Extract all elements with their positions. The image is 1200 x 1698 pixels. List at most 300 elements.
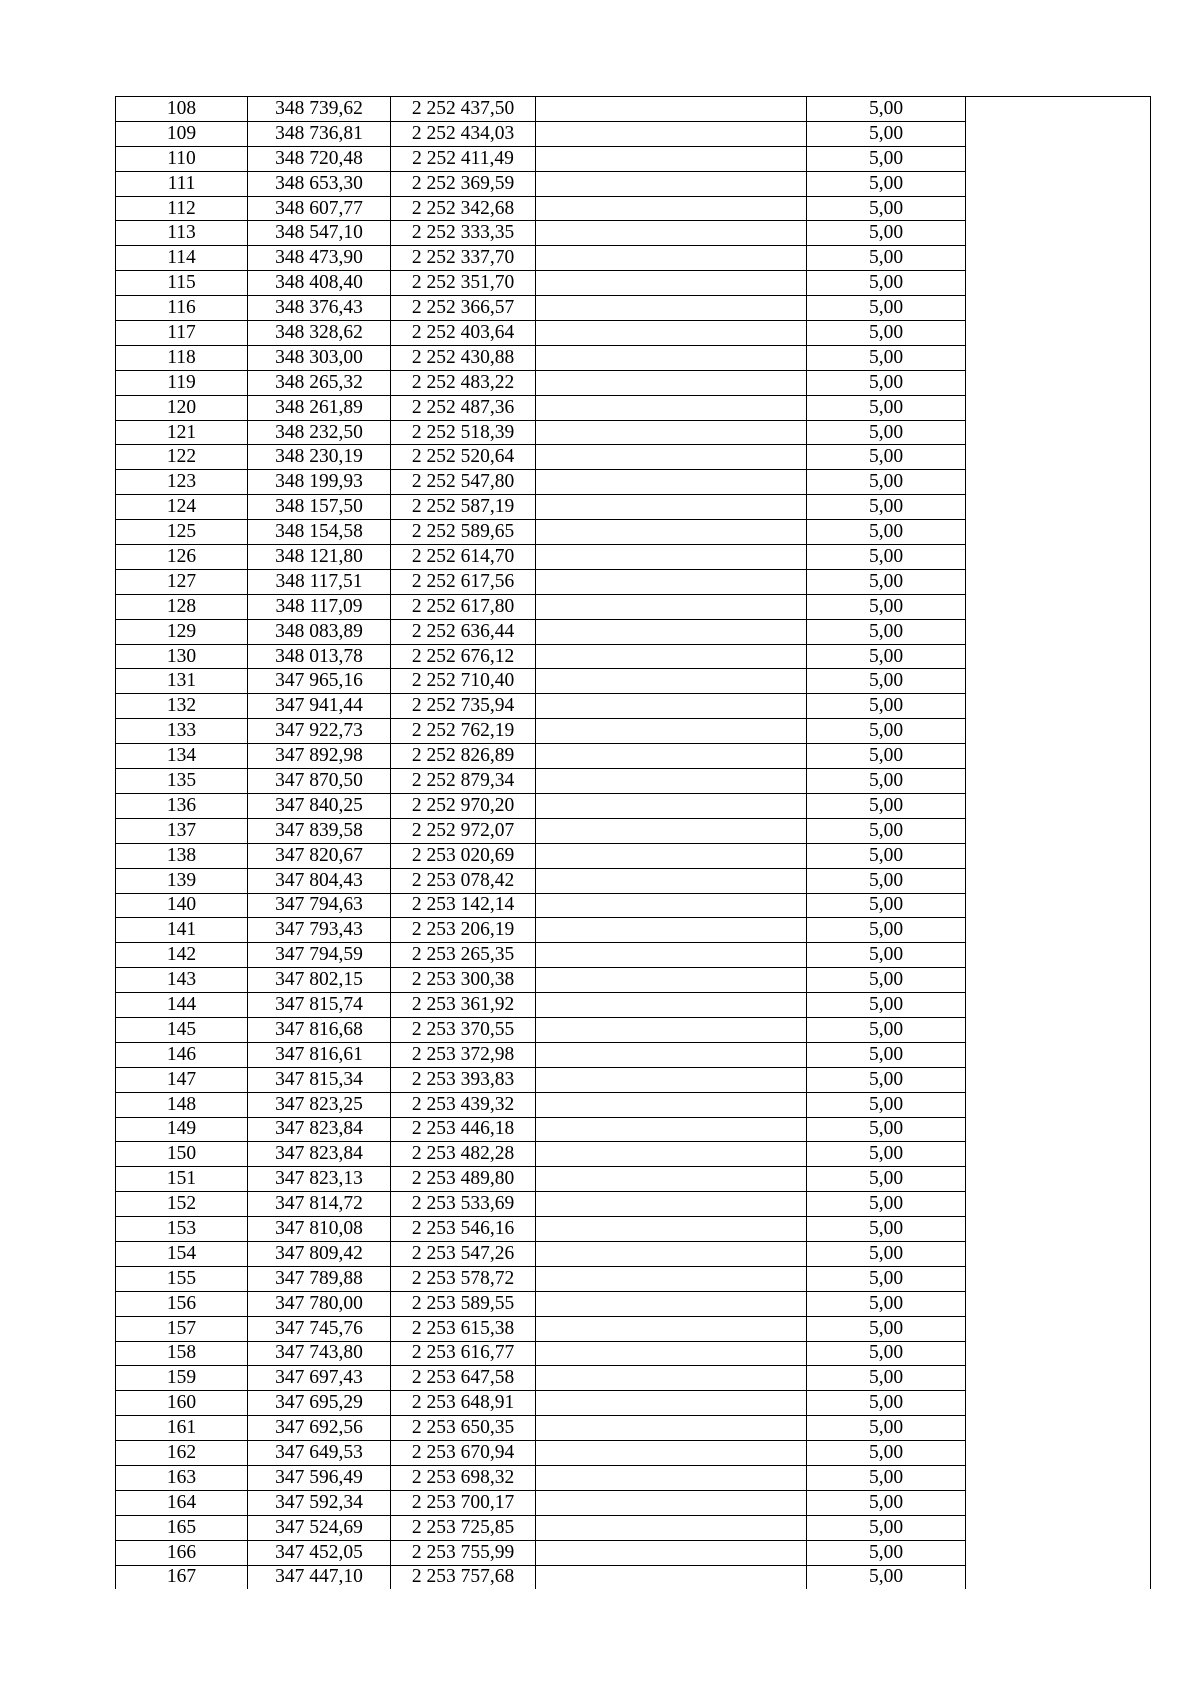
table-row bbox=[116, 1167, 1151, 1192]
x-coordinate-cell: 348 607,77 bbox=[248, 196, 391, 221]
x-coordinate-cell: 347 810,08 bbox=[248, 1217, 391, 1242]
value-cell: 5,00 bbox=[807, 918, 966, 943]
y-coordinate-cell: 2 253 265,35 bbox=[391, 943, 536, 968]
empty-cell bbox=[536, 818, 807, 843]
y-coordinate-cell: 2 253 755,99 bbox=[391, 1540, 536, 1565]
value-cell: 5,00 bbox=[807, 1042, 966, 1067]
point-number-cell: 145 bbox=[116, 1017, 248, 1042]
point-number-cell: 163 bbox=[116, 1465, 248, 1490]
table-row bbox=[116, 1092, 1151, 1117]
table-row bbox=[116, 1416, 1151, 1441]
empty-cell bbox=[966, 1142, 1151, 1167]
empty-cell bbox=[536, 1316, 807, 1341]
table-row bbox=[116, 1192, 1151, 1217]
point-number-cell: 116 bbox=[116, 296, 248, 321]
y-coordinate-cell: 2 252 351,70 bbox=[391, 271, 536, 296]
point-number-cell: 129 bbox=[116, 619, 248, 644]
point-number-cell: 126 bbox=[116, 545, 248, 570]
x-coordinate-cell: 348 117,51 bbox=[248, 569, 391, 594]
y-coordinate-cell: 2 252 369,59 bbox=[391, 171, 536, 196]
y-coordinate-cell: 2 253 533,69 bbox=[391, 1192, 536, 1217]
x-coordinate-cell: 347 814,72 bbox=[248, 1192, 391, 1217]
table-row bbox=[116, 719, 1151, 744]
table-row bbox=[116, 271, 1151, 296]
empty-cell bbox=[536, 1366, 807, 1391]
empty-cell bbox=[536, 669, 807, 694]
empty-cell bbox=[966, 943, 1151, 968]
x-coordinate-cell: 348 232,50 bbox=[248, 420, 391, 445]
empty-cell bbox=[536, 993, 807, 1018]
y-coordinate-cell: 2 252 970,20 bbox=[391, 793, 536, 818]
x-coordinate-cell: 347 794,59 bbox=[248, 943, 391, 968]
y-coordinate-cell: 2 252 710,40 bbox=[391, 669, 536, 694]
table-row bbox=[116, 1441, 1151, 1466]
empty-cell bbox=[536, 271, 807, 296]
x-coordinate-cell: 348 376,43 bbox=[248, 296, 391, 321]
value-cell: 5,00 bbox=[807, 868, 966, 893]
empty-cell bbox=[966, 97, 1151, 122]
value-cell: 5,00 bbox=[807, 420, 966, 445]
value-cell: 5,00 bbox=[807, 1291, 966, 1316]
point-number-cell: 148 bbox=[116, 1092, 248, 1117]
x-coordinate-cell: 347 793,43 bbox=[248, 918, 391, 943]
empty-cell bbox=[966, 395, 1151, 420]
table-row bbox=[116, 321, 1151, 346]
x-coordinate-cell: 347 780,00 bbox=[248, 1291, 391, 1316]
point-number-cell: 118 bbox=[116, 345, 248, 370]
x-coordinate-cell: 348 261,89 bbox=[248, 395, 391, 420]
empty-cell bbox=[966, 1241, 1151, 1266]
empty-cell bbox=[966, 1192, 1151, 1217]
y-coordinate-cell: 2 252 342,68 bbox=[391, 196, 536, 221]
value-cell: 5,00 bbox=[807, 196, 966, 221]
value-cell: 5,00 bbox=[807, 470, 966, 495]
empty-cell bbox=[536, 619, 807, 644]
point-number-cell: 156 bbox=[116, 1291, 248, 1316]
x-coordinate-cell: 347 816,68 bbox=[248, 1017, 391, 1042]
value-cell: 5,00 bbox=[807, 1316, 966, 1341]
empty-cell bbox=[536, 321, 807, 346]
x-coordinate-cell: 348 328,62 bbox=[248, 321, 391, 346]
empty-cell bbox=[966, 345, 1151, 370]
value-cell: 5,00 bbox=[807, 321, 966, 346]
point-number-cell: 112 bbox=[116, 196, 248, 221]
empty-cell bbox=[536, 246, 807, 271]
table-row bbox=[116, 1316, 1151, 1341]
table-row bbox=[116, 893, 1151, 918]
empty-cell bbox=[966, 1217, 1151, 1242]
table-row bbox=[116, 1142, 1151, 1167]
y-coordinate-cell: 2 253 647,58 bbox=[391, 1366, 536, 1391]
value-cell: 5,00 bbox=[807, 669, 966, 694]
y-coordinate-cell: 2 253 370,55 bbox=[391, 1017, 536, 1042]
empty-cell bbox=[966, 1266, 1151, 1291]
y-coordinate-cell: 2 252 333,35 bbox=[391, 221, 536, 246]
x-coordinate-cell: 347 745,76 bbox=[248, 1316, 391, 1341]
empty-cell bbox=[966, 1092, 1151, 1117]
empty-cell bbox=[966, 893, 1151, 918]
x-coordinate-cell: 347 820,67 bbox=[248, 843, 391, 868]
empty-cell bbox=[966, 1366, 1151, 1391]
y-coordinate-cell: 2 252 520,64 bbox=[391, 445, 536, 470]
empty-cell bbox=[536, 644, 807, 669]
empty-cell bbox=[536, 1192, 807, 1217]
x-coordinate-cell: 348 199,93 bbox=[248, 470, 391, 495]
empty-cell bbox=[966, 1316, 1151, 1341]
x-coordinate-cell: 347 892,98 bbox=[248, 744, 391, 769]
point-number-cell: 135 bbox=[116, 769, 248, 794]
table-row bbox=[116, 395, 1151, 420]
empty-cell bbox=[966, 993, 1151, 1018]
y-coordinate-cell: 2 253 439,32 bbox=[391, 1092, 536, 1117]
point-number-cell: 140 bbox=[116, 893, 248, 918]
y-coordinate-cell: 2 252 617,56 bbox=[391, 569, 536, 594]
x-coordinate-cell: 347 815,74 bbox=[248, 993, 391, 1018]
x-coordinate-cell: 348 083,89 bbox=[248, 619, 391, 644]
x-coordinate-cell: 348 013,78 bbox=[248, 644, 391, 669]
value-cell: 5,00 bbox=[807, 445, 966, 470]
point-number-cell: 120 bbox=[116, 395, 248, 420]
point-number-cell: 154 bbox=[116, 1241, 248, 1266]
x-coordinate-cell: 347 695,29 bbox=[248, 1391, 391, 1416]
x-coordinate-cell: 348 157,50 bbox=[248, 495, 391, 520]
table-row bbox=[116, 694, 1151, 719]
value-cell: 5,00 bbox=[807, 1142, 966, 1167]
table-row bbox=[116, 171, 1151, 196]
value-cell: 5,00 bbox=[807, 694, 966, 719]
empty-cell bbox=[536, 395, 807, 420]
empty-cell bbox=[536, 97, 807, 122]
point-number-cell: 122 bbox=[116, 445, 248, 470]
point-number-cell: 114 bbox=[116, 246, 248, 271]
table-row bbox=[116, 993, 1151, 1018]
table-row bbox=[116, 97, 1151, 122]
point-number-cell: 146 bbox=[116, 1042, 248, 1067]
y-coordinate-cell: 2 252 826,89 bbox=[391, 744, 536, 769]
value-cell: 5,00 bbox=[807, 1391, 966, 1416]
x-coordinate-cell: 347 870,50 bbox=[248, 769, 391, 794]
empty-cell bbox=[536, 1017, 807, 1042]
value-cell: 5,00 bbox=[807, 1540, 966, 1565]
point-number-cell: 111 bbox=[116, 171, 248, 196]
y-coordinate-cell: 2 253 698,32 bbox=[391, 1465, 536, 1490]
empty-cell bbox=[536, 769, 807, 794]
x-coordinate-cell: 348 230,19 bbox=[248, 445, 391, 470]
empty-cell bbox=[536, 719, 807, 744]
value-cell: 5,00 bbox=[807, 1067, 966, 1092]
table-row bbox=[116, 370, 1151, 395]
empty-cell bbox=[536, 594, 807, 619]
table-row bbox=[116, 121, 1151, 146]
y-coordinate-cell: 2 252 676,12 bbox=[391, 644, 536, 669]
coordinates-table bbox=[115, 96, 1151, 1589]
empty-cell bbox=[536, 296, 807, 321]
y-coordinate-cell: 2 253 547,26 bbox=[391, 1241, 536, 1266]
y-coordinate-cell: 2 252 617,80 bbox=[391, 594, 536, 619]
table-row bbox=[116, 644, 1151, 669]
empty-cell bbox=[966, 968, 1151, 993]
empty-cell bbox=[966, 1017, 1151, 1042]
point-number-cell: 165 bbox=[116, 1515, 248, 1540]
value-cell: 5,00 bbox=[807, 370, 966, 395]
empty-cell bbox=[966, 246, 1151, 271]
table-row bbox=[116, 221, 1151, 246]
y-coordinate-cell: 2 253 670,94 bbox=[391, 1441, 536, 1466]
x-coordinate-cell: 347 447,10 bbox=[248, 1565, 391, 1589]
table-row bbox=[116, 769, 1151, 794]
y-coordinate-cell: 2 253 206,19 bbox=[391, 918, 536, 943]
empty-cell bbox=[966, 321, 1151, 346]
empty-cell bbox=[536, 843, 807, 868]
value-cell: 5,00 bbox=[807, 893, 966, 918]
table-row bbox=[116, 196, 1151, 221]
value-cell: 5,00 bbox=[807, 1241, 966, 1266]
empty-cell bbox=[536, 520, 807, 545]
table-row bbox=[116, 1490, 1151, 1515]
empty-cell bbox=[966, 1117, 1151, 1142]
x-coordinate-cell: 347 592,34 bbox=[248, 1490, 391, 1515]
value-cell: 5,00 bbox=[807, 769, 966, 794]
value-cell: 5,00 bbox=[807, 719, 966, 744]
value-cell: 5,00 bbox=[807, 1017, 966, 1042]
value-cell: 5,00 bbox=[807, 1217, 966, 1242]
y-coordinate-cell: 2 252 437,50 bbox=[391, 97, 536, 122]
value-cell: 5,00 bbox=[807, 271, 966, 296]
point-number-cell: 143 bbox=[116, 968, 248, 993]
empty-cell bbox=[536, 1540, 807, 1565]
point-number-cell: 139 bbox=[116, 868, 248, 893]
empty-cell bbox=[536, 1117, 807, 1142]
table-row bbox=[116, 793, 1151, 818]
table-row bbox=[116, 420, 1151, 445]
point-number-cell: 153 bbox=[116, 1217, 248, 1242]
empty-cell bbox=[966, 1042, 1151, 1067]
table-row bbox=[116, 1540, 1151, 1565]
empty-cell bbox=[966, 1515, 1151, 1540]
value-cell: 5,00 bbox=[807, 569, 966, 594]
empty-cell bbox=[966, 420, 1151, 445]
point-number-cell: 151 bbox=[116, 1167, 248, 1192]
y-coordinate-cell: 2 252 434,03 bbox=[391, 121, 536, 146]
empty-cell bbox=[966, 1540, 1151, 1565]
value-cell: 5,00 bbox=[807, 495, 966, 520]
empty-cell bbox=[536, 1515, 807, 1540]
point-number-cell: 138 bbox=[116, 843, 248, 868]
value-cell: 5,00 bbox=[807, 1266, 966, 1291]
table-row bbox=[116, 146, 1151, 171]
empty-cell bbox=[966, 296, 1151, 321]
empty-cell bbox=[536, 1465, 807, 1490]
table-row bbox=[116, 1067, 1151, 1092]
y-coordinate-cell: 2 253 020,69 bbox=[391, 843, 536, 868]
empty-cell bbox=[966, 694, 1151, 719]
x-coordinate-cell: 347 804,43 bbox=[248, 868, 391, 893]
value-cell: 5,00 bbox=[807, 1167, 966, 1192]
y-coordinate-cell: 2 253 589,55 bbox=[391, 1291, 536, 1316]
point-number-cell: 132 bbox=[116, 694, 248, 719]
value-cell: 5,00 bbox=[807, 1341, 966, 1366]
table-row bbox=[116, 1465, 1151, 1490]
empty-cell bbox=[966, 1490, 1151, 1515]
point-number-cell: 130 bbox=[116, 644, 248, 669]
x-coordinate-cell: 347 802,15 bbox=[248, 968, 391, 993]
table-row bbox=[116, 968, 1151, 993]
y-coordinate-cell: 2 253 615,38 bbox=[391, 1316, 536, 1341]
x-coordinate-cell: 347 823,84 bbox=[248, 1117, 391, 1142]
empty-cell bbox=[966, 1067, 1151, 1092]
table-row bbox=[116, 1266, 1151, 1291]
table-row bbox=[116, 868, 1151, 893]
x-coordinate-cell: 348 265,32 bbox=[248, 370, 391, 395]
x-coordinate-cell: 348 720,48 bbox=[248, 146, 391, 171]
point-number-cell: 125 bbox=[116, 520, 248, 545]
point-number-cell: 162 bbox=[116, 1441, 248, 1466]
empty-cell bbox=[536, 121, 807, 146]
empty-cell bbox=[966, 1416, 1151, 1441]
x-coordinate-cell: 347 809,42 bbox=[248, 1241, 391, 1266]
x-coordinate-cell: 347 596,49 bbox=[248, 1465, 391, 1490]
x-coordinate-cell: 348 117,09 bbox=[248, 594, 391, 619]
x-coordinate-cell: 347 789,88 bbox=[248, 1266, 391, 1291]
x-coordinate-cell: 347 840,25 bbox=[248, 793, 391, 818]
table-row bbox=[116, 495, 1151, 520]
point-number-cell: 127 bbox=[116, 569, 248, 594]
value-cell: 5,00 bbox=[807, 146, 966, 171]
empty-cell bbox=[536, 1266, 807, 1291]
empty-cell bbox=[966, 121, 1151, 146]
y-coordinate-cell: 2 253 700,17 bbox=[391, 1490, 536, 1515]
value-cell: 5,00 bbox=[807, 594, 966, 619]
value-cell: 5,00 bbox=[807, 545, 966, 570]
y-coordinate-cell: 2 253 078,42 bbox=[391, 868, 536, 893]
y-coordinate-cell: 2 253 393,83 bbox=[391, 1067, 536, 1092]
table-row bbox=[116, 569, 1151, 594]
empty-cell bbox=[966, 470, 1151, 495]
point-number-cell: 152 bbox=[116, 1192, 248, 1217]
y-coordinate-cell: 2 253 616,77 bbox=[391, 1341, 536, 1366]
empty-cell bbox=[536, 744, 807, 769]
value-cell: 5,00 bbox=[807, 818, 966, 843]
empty-cell bbox=[536, 943, 807, 968]
empty-cell bbox=[536, 221, 807, 246]
value-cell: 5,00 bbox=[807, 1117, 966, 1142]
coordinates-table-body bbox=[116, 97, 1151, 1590]
y-coordinate-cell: 2 253 489,80 bbox=[391, 1167, 536, 1192]
table-row bbox=[116, 1117, 1151, 1142]
value-cell: 5,00 bbox=[807, 1441, 966, 1466]
empty-cell bbox=[966, 868, 1151, 893]
value-cell: 5,00 bbox=[807, 1192, 966, 1217]
point-number-cell: 124 bbox=[116, 495, 248, 520]
point-number-cell: 110 bbox=[116, 146, 248, 171]
value-cell: 5,00 bbox=[807, 1515, 966, 1540]
point-number-cell: 149 bbox=[116, 1117, 248, 1142]
empty-cell bbox=[536, 495, 807, 520]
y-coordinate-cell: 2 252 614,70 bbox=[391, 545, 536, 570]
table-row bbox=[116, 918, 1151, 943]
x-coordinate-cell: 348 547,10 bbox=[248, 221, 391, 246]
empty-cell bbox=[536, 893, 807, 918]
y-coordinate-cell: 2 253 361,92 bbox=[391, 993, 536, 1018]
x-coordinate-cell: 347 815,34 bbox=[248, 1067, 391, 1092]
point-number-cell: 133 bbox=[116, 719, 248, 744]
table-row bbox=[116, 594, 1151, 619]
empty-cell bbox=[966, 1291, 1151, 1316]
value-cell: 5,00 bbox=[807, 97, 966, 122]
empty-cell bbox=[966, 445, 1151, 470]
y-coordinate-cell: 2 252 337,70 bbox=[391, 246, 536, 271]
value-cell: 5,00 bbox=[807, 968, 966, 993]
empty-cell bbox=[536, 1291, 807, 1316]
empty-cell bbox=[966, 793, 1151, 818]
value-cell: 5,00 bbox=[807, 171, 966, 196]
empty-cell bbox=[966, 644, 1151, 669]
x-coordinate-cell: 348 473,90 bbox=[248, 246, 391, 271]
value-cell: 5,00 bbox=[807, 843, 966, 868]
empty-cell bbox=[536, 918, 807, 943]
point-number-cell: 136 bbox=[116, 793, 248, 818]
table-row bbox=[116, 246, 1151, 271]
empty-cell bbox=[536, 445, 807, 470]
table-row bbox=[116, 1042, 1151, 1067]
y-coordinate-cell: 2 252 403,64 bbox=[391, 321, 536, 346]
empty-cell bbox=[966, 619, 1151, 644]
value-cell: 5,00 bbox=[807, 121, 966, 146]
point-number-cell: 161 bbox=[116, 1416, 248, 1441]
value-cell: 5,00 bbox=[807, 1565, 966, 1589]
table-row bbox=[116, 1341, 1151, 1366]
x-coordinate-cell: 348 736,81 bbox=[248, 121, 391, 146]
empty-cell bbox=[536, 545, 807, 570]
table-row bbox=[116, 843, 1151, 868]
empty-cell bbox=[536, 1067, 807, 1092]
point-number-cell: 159 bbox=[116, 1366, 248, 1391]
empty-cell bbox=[536, 345, 807, 370]
table-row bbox=[116, 445, 1151, 470]
empty-cell bbox=[536, 569, 807, 594]
value-cell: 5,00 bbox=[807, 1490, 966, 1515]
value-cell: 5,00 bbox=[807, 296, 966, 321]
point-number-cell: 137 bbox=[116, 818, 248, 843]
empty-cell bbox=[966, 1441, 1151, 1466]
empty-cell bbox=[966, 545, 1151, 570]
y-coordinate-cell: 2 253 648,91 bbox=[391, 1391, 536, 1416]
table-row bbox=[116, 1391, 1151, 1416]
empty-cell bbox=[966, 221, 1151, 246]
point-number-cell: 142 bbox=[116, 943, 248, 968]
x-coordinate-cell: 347 922,73 bbox=[248, 719, 391, 744]
table-row bbox=[116, 1217, 1151, 1242]
x-coordinate-cell: 347 524,69 bbox=[248, 1515, 391, 1540]
y-coordinate-cell: 2 252 518,39 bbox=[391, 420, 536, 445]
value-cell: 5,00 bbox=[807, 1465, 966, 1490]
empty-cell bbox=[966, 843, 1151, 868]
x-coordinate-cell: 348 739,62 bbox=[248, 97, 391, 122]
point-number-cell: 160 bbox=[116, 1391, 248, 1416]
x-coordinate-cell: 347 941,44 bbox=[248, 694, 391, 719]
empty-cell bbox=[536, 196, 807, 221]
empty-cell bbox=[536, 1042, 807, 1067]
point-number-cell: 147 bbox=[116, 1067, 248, 1092]
x-coordinate-cell: 348 408,40 bbox=[248, 271, 391, 296]
empty-cell bbox=[536, 1416, 807, 1441]
y-coordinate-cell: 2 252 430,88 bbox=[391, 345, 536, 370]
empty-cell bbox=[536, 370, 807, 395]
x-coordinate-cell: 347 823,25 bbox=[248, 1092, 391, 1117]
point-number-cell: 141 bbox=[116, 918, 248, 943]
y-coordinate-cell: 2 253 578,72 bbox=[391, 1266, 536, 1291]
table-row bbox=[116, 1241, 1151, 1266]
